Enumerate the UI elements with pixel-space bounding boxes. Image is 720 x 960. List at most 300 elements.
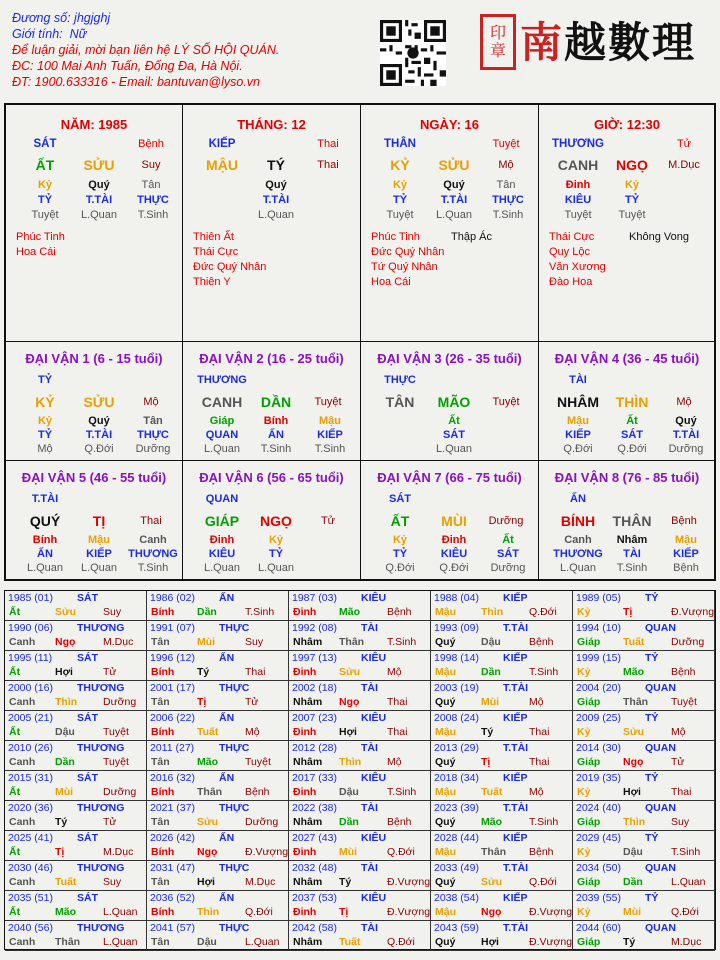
dai-van-title: ĐẠI VẬN 8 (76 - 85 tuổi): [554, 470, 700, 485]
year-than: THƯƠNG: [77, 742, 125, 754]
year-label: 1997 (13): [292, 652, 337, 664]
gioi-tinh-label: Giới tính:: [12, 27, 63, 41]
year-than: KIẾP: [503, 712, 528, 724]
year-label: 2044 (60): [576, 922, 621, 934]
year-than: TÀI: [361, 682, 378, 694]
pillar-title: NĂM: 1985: [60, 117, 128, 132]
year-chi: Hợi: [339, 726, 357, 738]
year-than: ẤN: [219, 772, 235, 784]
year-label: 2012 (28): [292, 742, 337, 754]
year-vong: T.Sinh: [245, 606, 275, 618]
phone-email-line: ĐT: 1900.633316 - Email: bantuvan@lyso.vn: [12, 75, 261, 89]
year-cell: [147, 621, 289, 651]
year-vong: Q.Đới: [671, 906, 699, 918]
year-chi: Hợi: [55, 666, 73, 678]
tang-than: SÁT: [621, 429, 643, 441]
year-cell: [573, 771, 715, 801]
year-than: SÁT: [77, 652, 98, 664]
year-cell: [289, 681, 431, 711]
year-label: 2008 (24): [434, 712, 479, 724]
year-can: Bính: [151, 666, 175, 678]
year-label: 1986 (02): [150, 592, 195, 604]
year-cell: [289, 651, 431, 681]
year-can: Canh: [9, 816, 36, 828]
dai-van-vong: Mộ: [143, 396, 159, 408]
year-chi: Ngọ: [339, 696, 360, 708]
tang-than: TỶ: [392, 548, 408, 560]
duong-so-label: Đương số:: [12, 11, 71, 25]
pillar-1: [6, 105, 183, 342]
year-cell: [147, 891, 289, 921]
year-label: 2022 (38): [292, 802, 337, 814]
than-sat-item: Thập Ác: [451, 231, 492, 243]
dai-van-than: TÀI: [569, 374, 587, 386]
year-vong: Tuyệt: [671, 696, 697, 708]
than-sat-item: Phúc Tinh: [371, 231, 420, 243]
year-chi: Thân: [481, 846, 507, 858]
year-chi: Mão: [481, 816, 502, 828]
pillar-3: [361, 105, 539, 342]
tang-vong: Q.Đới: [385, 562, 415, 574]
tang-vong: Tuyệt: [618, 209, 646, 221]
tang-can: Tân: [496, 179, 516, 191]
tang-than: THƯƠNG: [553, 548, 603, 560]
dai-van-chi: SỬU: [83, 394, 115, 410]
year-vong: Tử: [103, 816, 117, 828]
dai-van-than: QUAN: [205, 493, 239, 505]
year-vong: Dưỡng: [103, 696, 137, 708]
tang-can: Quý: [265, 179, 287, 191]
year-can: Kỷ: [577, 606, 591, 618]
dai-van-can: GIÁP: [204, 513, 240, 529]
year-chi: Tuất: [55, 876, 77, 888]
contact-line: Để luận giải, mời bạn liên hệ LÝ SỐ HỘI QUÁN.: [12, 43, 280, 57]
dai-van-vong: Dưỡng: [488, 515, 524, 527]
tang-than: THƯƠNG: [128, 548, 178, 560]
year-vong: T.Sinh: [387, 636, 417, 648]
year-can: Mậu: [435, 906, 456, 918]
year-can: Giáp: [577, 696, 601, 708]
year-than: TÀI: [361, 742, 378, 754]
tang-vong: T.Sinh: [137, 209, 169, 221]
year-cell: [431, 801, 573, 831]
year-cell: [147, 801, 289, 831]
year-cell: [5, 921, 147, 951]
year-can: Giáp: [577, 816, 601, 828]
year-label: 1993 (09): [434, 622, 479, 634]
year-label: 1985 (01): [8, 592, 53, 604]
year-can: Bính: [151, 606, 175, 618]
year-vong: Đ.Vượng: [387, 906, 431, 918]
year-vong: Q.Đới: [529, 876, 557, 888]
year-label: 2009 (25): [576, 712, 621, 724]
year-cell: [431, 591, 573, 621]
tang-vong: Tuyệt: [564, 209, 592, 221]
year-label: 2001 (17): [150, 682, 195, 694]
year-vong: Tuyệt: [103, 726, 129, 738]
year-chi: Tuất: [197, 726, 219, 738]
duong-so-value: jhgjghj: [74, 11, 111, 25]
year-can: Canh: [9, 936, 36, 948]
vong-chi: M.Dục: [668, 159, 700, 171]
year-cell: [573, 621, 715, 651]
year-cell: [289, 591, 431, 621]
tang-vong: L.Quan: [435, 209, 473, 221]
year-label: 1996 (12): [150, 652, 195, 664]
year-chi: Ngọ: [481, 906, 502, 918]
year-label: 1988 (04): [434, 592, 479, 604]
year-label: 2014 (30): [576, 742, 621, 754]
year-vong: L.Quan: [103, 906, 138, 918]
tang-than: THỰC: [137, 194, 169, 206]
year-cell: [147, 681, 289, 711]
than-sat-item: Văn Xương: [549, 261, 606, 273]
year-can: Nhâm: [293, 816, 323, 828]
dai-van-chi: TỊ: [92, 513, 106, 529]
tang-vong: L.Quan: [203, 562, 241, 574]
thien-can: ẤT: [35, 157, 55, 173]
year-than: TÀI: [361, 922, 378, 934]
pillar-title: NGÀY: 16: [420, 117, 479, 132]
than-sat-item: Quy Lộc: [549, 246, 590, 258]
year-cell: [289, 861, 431, 891]
year-can: Nhâm: [293, 756, 323, 768]
pillar-2: [183, 105, 361, 342]
year-label: 2004 (20): [576, 682, 621, 694]
year-chi: Tuất: [339, 936, 361, 948]
tang-can: Kỷ: [392, 534, 408, 546]
thap-than-top: SÁT: [33, 138, 57, 150]
tang-than: TỶ: [37, 194, 53, 206]
year-label: 2027 (43): [292, 832, 337, 844]
year-chi: Thìn: [197, 906, 220, 918]
vong-top: Thai: [317, 138, 339, 150]
year-label: 2000 (16): [8, 682, 53, 694]
tang-can: Giáp: [209, 415, 235, 427]
year-than: SÁT: [77, 892, 98, 904]
year-than: T.TÀI: [503, 802, 529, 814]
annual-luck-table: [4, 590, 716, 950]
dai-van-vong: Mộ: [676, 396, 692, 408]
year-cell: [573, 681, 715, 711]
year-label: 2038 (54): [434, 892, 479, 904]
dai-van-can: CANH: [201, 394, 243, 410]
pillar-title: THÁNG: 12: [237, 117, 306, 132]
year-than: SÁT: [77, 772, 98, 784]
year-chi: Dần: [623, 876, 643, 888]
seal-stamp-icon: 印 章: [480, 14, 516, 70]
year-chi: Dậu: [55, 726, 75, 738]
tang-vong: L.Quan: [257, 562, 295, 574]
year-vong: Suy: [245, 636, 264, 648]
tang-vong: L.Quan: [26, 562, 64, 574]
dai-van-title: ĐẠI VẬN 6 (56 - 65 tuổi): [199, 470, 344, 485]
year-than: T.TÀI: [503, 622, 529, 634]
tang-can: Quý: [675, 415, 697, 427]
year-can: Ất: [9, 606, 21, 618]
year-chi: Ngọ: [623, 756, 644, 768]
tang-vong: T.Sinh: [260, 443, 292, 455]
year-label: 2039 (55): [576, 892, 621, 904]
logo: 南越數理: [520, 18, 697, 67]
year-cell: [289, 921, 431, 951]
qr-code-icon: [380, 20, 446, 86]
dia-chi: SỬU: [83, 157, 115, 173]
year-can: Tân: [151, 696, 170, 708]
year-label: 2019 (35): [576, 772, 621, 784]
tang-can: Mậu: [675, 534, 697, 546]
tang-than: ẤN: [268, 429, 284, 441]
year-label: 1989 (05): [576, 592, 621, 604]
year-than: THỰC: [219, 862, 250, 874]
year-can: Mậu: [435, 726, 456, 738]
year-than: KIÊU: [361, 772, 387, 784]
year-can: Kỷ: [577, 786, 591, 798]
year-than: TÀI: [361, 862, 378, 874]
year-vong: Q.Đới: [529, 606, 557, 618]
dia-chi: NGỌ: [616, 157, 648, 173]
year-chi: Dần: [339, 816, 359, 828]
vong-top: Bệnh: [138, 138, 164, 150]
dai-van-title: ĐẠI VẬN 4 (36 - 45 tuổi): [554, 351, 700, 366]
dai-van-3: [361, 342, 539, 461]
year-cell: [573, 921, 715, 951]
year-chi: Dần: [481, 666, 501, 678]
year-cell: [431, 831, 573, 861]
year-label: 1992 (08): [292, 622, 337, 634]
than-sat-list: [549, 230, 606, 290]
tang-than: TỶ: [268, 548, 284, 560]
year-chi: Tuất: [623, 636, 645, 648]
year-chi: Sửu: [339, 666, 361, 678]
year-than: T.TÀI: [503, 682, 529, 694]
year-cell: [289, 741, 431, 771]
tang-than: KIÊU: [440, 548, 468, 560]
year-can: Ất: [9, 906, 21, 918]
year-chi: Hợi: [197, 876, 215, 888]
year-vong: Bệnh: [245, 786, 270, 798]
year-chi: Ngọ: [55, 636, 76, 648]
year-label: 2023 (39): [434, 802, 479, 814]
year-cell: [431, 651, 573, 681]
year-than: TỶ: [645, 892, 659, 904]
than-sat-item: Thiên Y: [193, 276, 231, 288]
tang-can: Quý: [88, 415, 110, 427]
year-than: THỰC: [219, 742, 250, 754]
year-than: THỰC: [219, 802, 250, 814]
year-label: 2028 (44): [434, 832, 479, 844]
vong-top: Tuyệt: [492, 138, 520, 150]
year-chi: Thân: [55, 936, 81, 948]
tang-can: Mậu: [567, 415, 589, 427]
year-can: Mậu: [435, 606, 456, 618]
than-sat-list: [371, 230, 444, 290]
than-sat-list-right: [629, 230, 689, 245]
than-sat-list: [16, 230, 65, 260]
year-cell: [573, 891, 715, 921]
tang-can: Kỷ: [37, 179, 53, 191]
year-chi: Mùi: [481, 696, 500, 708]
thien-can: KỶ: [390, 157, 410, 173]
tang-than: KIÊU: [208, 548, 236, 560]
year-cell: [289, 621, 431, 651]
year-vong: Suy: [103, 876, 122, 888]
year-label: 2020 (36): [8, 802, 53, 814]
year-can: Canh: [9, 876, 36, 888]
year-chi: Mão: [623, 666, 644, 678]
year-than: TÀI: [361, 802, 378, 814]
dai-van-than: THỰC: [384, 374, 416, 386]
year-vong: Thai: [387, 696, 408, 708]
thien-can: CANH: [557, 157, 599, 173]
year-chi: Dậu: [339, 786, 359, 798]
vong-chi: Suy: [141, 159, 161, 171]
year-chi: Thân: [197, 786, 223, 798]
year-chi: Tị: [623, 606, 633, 618]
tang-can: Mậu: [88, 534, 110, 546]
year-can: Tân: [151, 636, 170, 648]
year-label: 2024 (40): [576, 802, 621, 814]
year-than: THƯƠNG: [77, 622, 125, 634]
year-vong: Mộ: [387, 666, 402, 678]
tang-can: Quý: [443, 179, 465, 191]
year-chi: Thìn: [623, 816, 646, 828]
year-can: Giáp: [577, 756, 601, 768]
than-sat-list: [193, 230, 266, 290]
year-chi: Sửu: [481, 876, 503, 888]
tang-than: TỶ: [392, 194, 408, 206]
dai-van-can: NHÂM: [557, 394, 599, 410]
year-can: Kỷ: [577, 666, 591, 678]
year-vong: M.Dục: [671, 936, 702, 948]
year-than: QUAN: [645, 802, 676, 814]
year-cell: [431, 771, 573, 801]
year-label: 2013 (29): [434, 742, 479, 754]
tang-can: Bính: [263, 415, 289, 427]
year-than: TỶ: [645, 832, 659, 844]
year-label: 2016 (32): [150, 772, 195, 784]
dai-van-chi: DẦN: [260, 394, 292, 410]
than-sat-item: Hoa Cái: [16, 246, 56, 258]
year-chi: Thìn: [481, 606, 504, 618]
tang-vong: Dưỡng: [135, 443, 171, 455]
year-than: SÁT: [77, 592, 98, 604]
year-than: KIẾP: [503, 892, 528, 904]
year-can: Mậu: [435, 666, 456, 678]
tang-can: Ất: [626, 415, 638, 427]
year-vong: T.Sinh: [529, 666, 559, 678]
tang-vong: Mộ: [37, 443, 53, 455]
tang-can: Ất: [448, 415, 460, 427]
tang-can: Quý: [88, 179, 110, 191]
year-cell: [5, 831, 147, 861]
year-than: THƯƠNG: [77, 922, 125, 934]
year-than: QUAN: [645, 622, 676, 634]
year-chi: Tị: [55, 846, 65, 858]
year-vong: Bệnh: [387, 606, 412, 618]
tang-vong: L.Quan: [257, 209, 295, 221]
tang-than: KIÊU: [564, 194, 592, 206]
dai-van-than: SÁT: [389, 493, 411, 505]
year-vong: Thai: [245, 666, 266, 678]
year-can: Quý: [435, 936, 456, 948]
year-vong: Bệnh: [387, 816, 412, 828]
dai-van-vong: Tuyệt: [314, 396, 342, 408]
dai-van-title: ĐẠI VẬN 3 (26 - 35 tuổi): [377, 351, 522, 366]
tang-vong: L.Quan: [435, 443, 473, 455]
dai-van-vong: Tuyệt: [492, 396, 520, 408]
year-can: Tân: [151, 816, 170, 828]
year-label: 1995 (11): [8, 652, 53, 664]
year-chi: Hợi: [623, 786, 641, 798]
tang-than: KIẾP: [565, 429, 591, 441]
vong-chi: Thai: [317, 159, 339, 171]
dai-van-chi: THÂN: [612, 513, 652, 529]
year-label: 1998 (14): [434, 652, 479, 664]
year-than: QUAN: [645, 862, 676, 874]
year-can: Tân: [151, 936, 170, 948]
than-sat-item: Không Vong: [629, 231, 689, 243]
year-label: 2021 (37): [150, 802, 195, 814]
dai-van-5: [6, 461, 183, 580]
year-vong: Thai: [529, 756, 550, 768]
dai-van-can: QUÝ: [29, 513, 61, 529]
year-chi: Sửu: [197, 816, 219, 828]
year-can: Giáp: [577, 636, 601, 648]
year-label: 2040 (56): [8, 922, 53, 934]
year-can: Tân: [151, 876, 170, 888]
year-label: 2015 (31): [8, 772, 53, 784]
year-than: ẤN: [219, 712, 235, 724]
than-sat-item: Đức Quý Nhân: [193, 261, 267, 273]
dai-van-than: TỶ: [37, 374, 53, 386]
tang-vong: T.Sinh: [492, 209, 524, 221]
year-cell: [5, 741, 147, 771]
year-than: QUAN: [645, 742, 676, 754]
year-label: 1990 (06): [8, 622, 53, 634]
tang-vong: L.Quan: [203, 443, 241, 455]
year-cell: [5, 711, 147, 741]
year-can: Quý: [435, 876, 456, 888]
year-cell: [147, 831, 289, 861]
year-vong: Q.Đới: [245, 906, 273, 918]
year-can: Quý: [435, 636, 456, 648]
year-can: Ất: [9, 666, 21, 678]
year-chi: Tị: [197, 696, 207, 708]
dai-van-7: [361, 461, 539, 580]
year-can: Mậu: [435, 786, 456, 798]
year-than: ẤN: [219, 832, 235, 844]
tang-can: Đinh: [565, 179, 591, 191]
dai-van-8: [539, 461, 716, 580]
year-chi: Mùi: [339, 846, 358, 858]
year-chi: Hợi: [481, 936, 499, 948]
tang-than: SÁT: [443, 429, 465, 441]
dai-van-6: [183, 461, 361, 580]
year-than: TÀI: [361, 622, 378, 634]
year-label: 2037 (53): [292, 892, 337, 904]
tang-can: Đinh: [441, 534, 467, 546]
tang-vong: Q.Đới: [617, 443, 647, 455]
tang-can: Kỷ: [268, 534, 284, 546]
year-label: 2007 (23): [292, 712, 337, 724]
year-chi: Tý: [55, 816, 68, 828]
year-can: Đinh: [293, 606, 317, 618]
year-can: Bính: [151, 846, 175, 858]
year-chi: Dậu: [197, 936, 217, 948]
year-cell: [573, 861, 715, 891]
tang-than: T.TÀI: [262, 194, 290, 206]
